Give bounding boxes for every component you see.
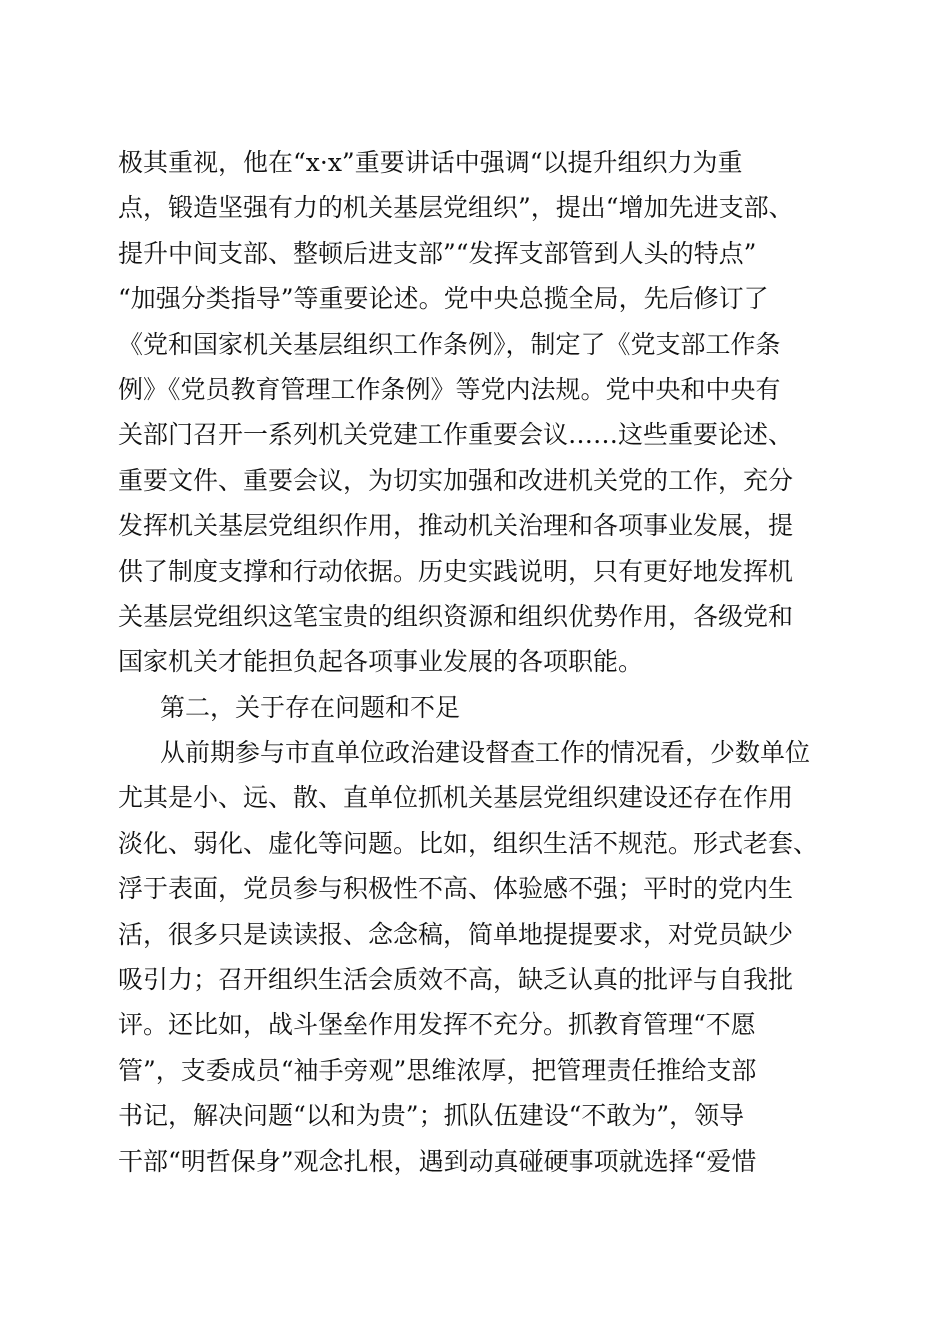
text-line: 极其重视，他在“x·x”重要讲话中强调“以提升组织力为重 (118, 148, 743, 177)
text-line: 管”，支委成员“袖手旁观”思维浓厚，把管理责任推给支部 (118, 1055, 757, 1085)
text-line: 书记，解决问题“以和为贵”；抓队伍建设“不敢为”，领导 (118, 1101, 745, 1131)
text-line: 关基层党组织这笔宝贵的组织资源和组织优势作用，各级党和 (118, 601, 794, 631)
body-text (118, 140, 838, 1184)
text-line: 提升中间支部、整顿后进支部”“发挥支部管到人头的特点” (118, 238, 757, 268)
text-line: 吸引力；召开组织生活会质效不高，缺乏认真的批评与自我批 (118, 965, 794, 995)
text-line: 点，锻造坚强有力的机关基层党组织”，提出“增加先进支部、 (118, 193, 794, 223)
text-line: 关部门召开一系列机关党建工作重要会议……这些重要论述、 (118, 420, 794, 450)
section-heading: 第二，关于存在问题和不足 (160, 692, 461, 722)
text-line: 淡化、弱化、虚化等问题。比如，组织生活不规范。形式老套、 (118, 828, 819, 858)
text-line: “加强分类指导”等重要论述。党中央总揽全局，先后修订了 (118, 284, 769, 314)
text-line: 重要文件、重要会议，为切实加强和改进机关党的工作，充分 (118, 465, 794, 495)
text-line: 从前期参与市直单位政治建设督查工作的情况看，少数单位 (160, 738, 811, 768)
text-line: 活，很多只是读读报、念念稿，简单地提提要求，对党员缺少 (118, 919, 794, 949)
text-line: 浮于表面，党员参与积极性不高、体验感不强；平时的党内生 (118, 874, 794, 904)
text-line: 例》《党员教育管理工作条例》等党内法规。党中央和中央有 (118, 374, 781, 404)
text-line: 干部“明哲保身”观念扎根，遇到动真碰硬事项就选择“爱惜 (118, 1146, 757, 1176)
text-line: 供了制度支撑和行动依据。历史实践说明，只有更好地发挥机 (118, 556, 794, 586)
text-line: 尤其是小、远、散、直单位抓机关基层党组织建设还存在作用 (118, 783, 794, 813)
text-line: 发挥机关基层党组织作用，推动机关治理和各项事业发展，提 (118, 511, 794, 541)
text-line: 国家机关才能担负起各项事业发展的各项职能。 (118, 647, 644, 677)
text-line: 《党和国家机关基层组织工作条例》，制定了《党支部工作条 (118, 329, 781, 359)
text-line: 评。还比如，战斗堡垒作用发挥不充分。抓教育管理“不愿 (118, 1010, 756, 1040)
